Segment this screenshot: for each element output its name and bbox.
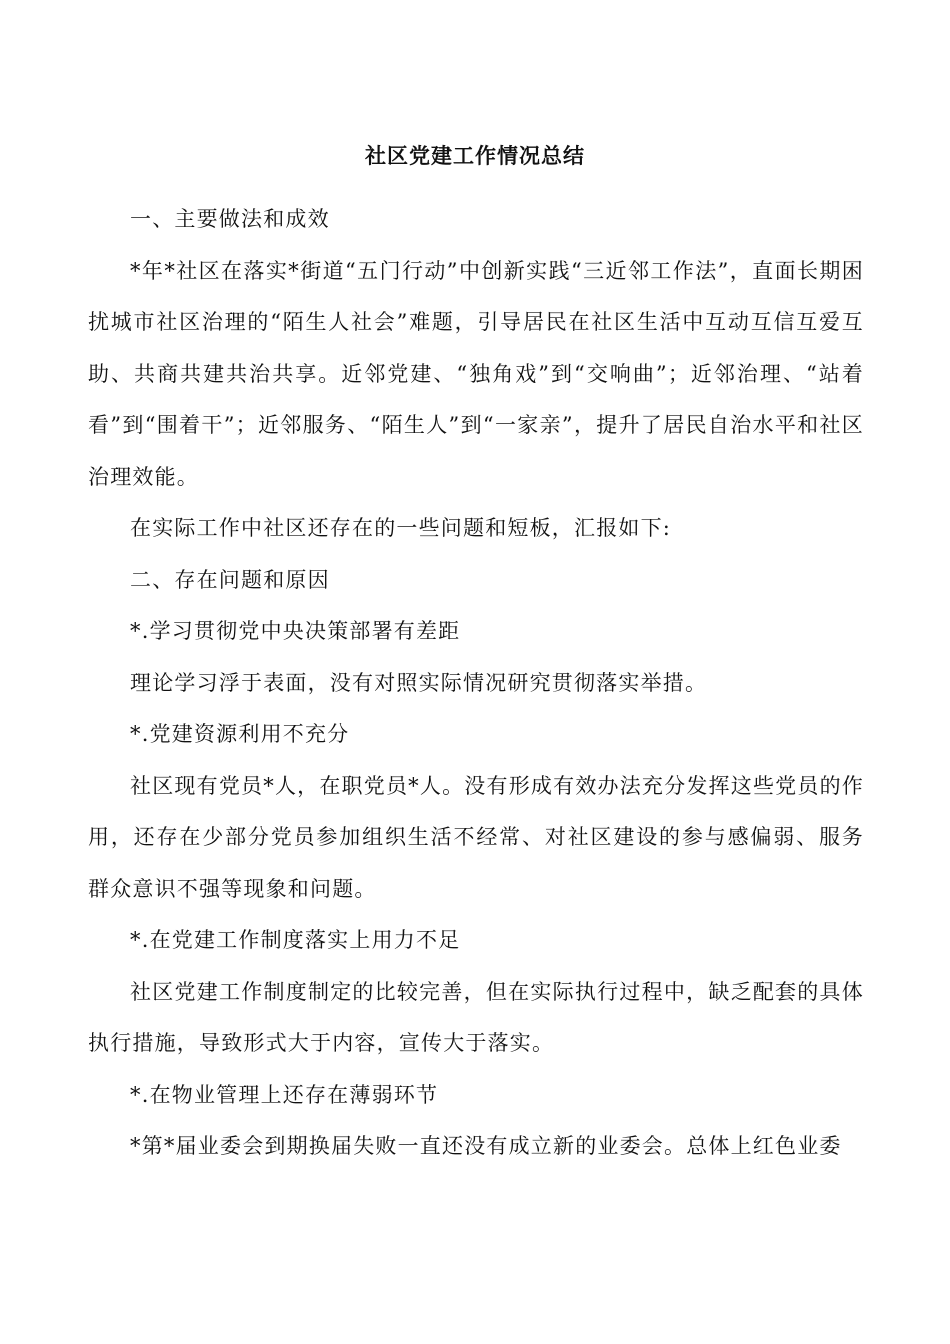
subheading-property-management: *.在物业管理上还存在薄弱环节 — [130, 1082, 439, 1107]
paragraph-property-management: *第*届业委会到期换届失败一直还没有成立新的业委会。总体上红色业委 — [130, 1134, 842, 1158]
paragraph-resources: 社区现有党员*人，在职党员*人。没有形成有效办法充分发挥这些党员的作用，还存在少部分党员参加组织生活不经常、对社区建设的参与感偏弱、服务群众意识不强等现象和问题。 — [88, 773, 864, 901]
subheading-study-gap: *.学习贯彻党中央决策部署有差距 — [130, 619, 461, 643]
document-body — [88, 194, 864, 1173]
paragraph-report-intro: 在实际工作中社区还存在的一些问题和短板，汇报如下: — [130, 516, 672, 540]
section-heading-problems: 二、存在问题和原因 — [130, 567, 330, 592]
paragraph-system-implementation: 社区党建工作制度制定的比较完善，但在实际执行过程中，缺乏配套的具体执行措施，导致形式大于内容，宣传大于落实。 — [88, 979, 864, 1055]
section-heading-practices: 一、主要做法和成效 — [130, 207, 330, 231]
paragraph-study-gap: 理论学习浮于表面，没有对照实际情况研究贯彻落实举措。 — [130, 670, 708, 695]
paragraph-practices-summary: *年*社区在落实*街道“五门行动”中创新实践“三近邻工作法”，直面长期困扰城市社区治理的“陌生人社会”难题，引导居民在社区生活中互动互信互爱互助、共商共建共治共享。近邻党建、“独角戏”到“交响曲”；近邻治理、“站着看”到“围着干”；近邻服务、“陌生人”到“一家亲”，提升了居民自治水平和社区治理效能。 — [88, 258, 864, 489]
subheading-system-implementation: *.在党建工作制度落实上用力不足 — [130, 928, 461, 952]
subheading-resources: *.党建资源利用不充分 — [130, 722, 350, 746]
document-title: 社区党建工作情况总结 — [365, 143, 585, 168]
